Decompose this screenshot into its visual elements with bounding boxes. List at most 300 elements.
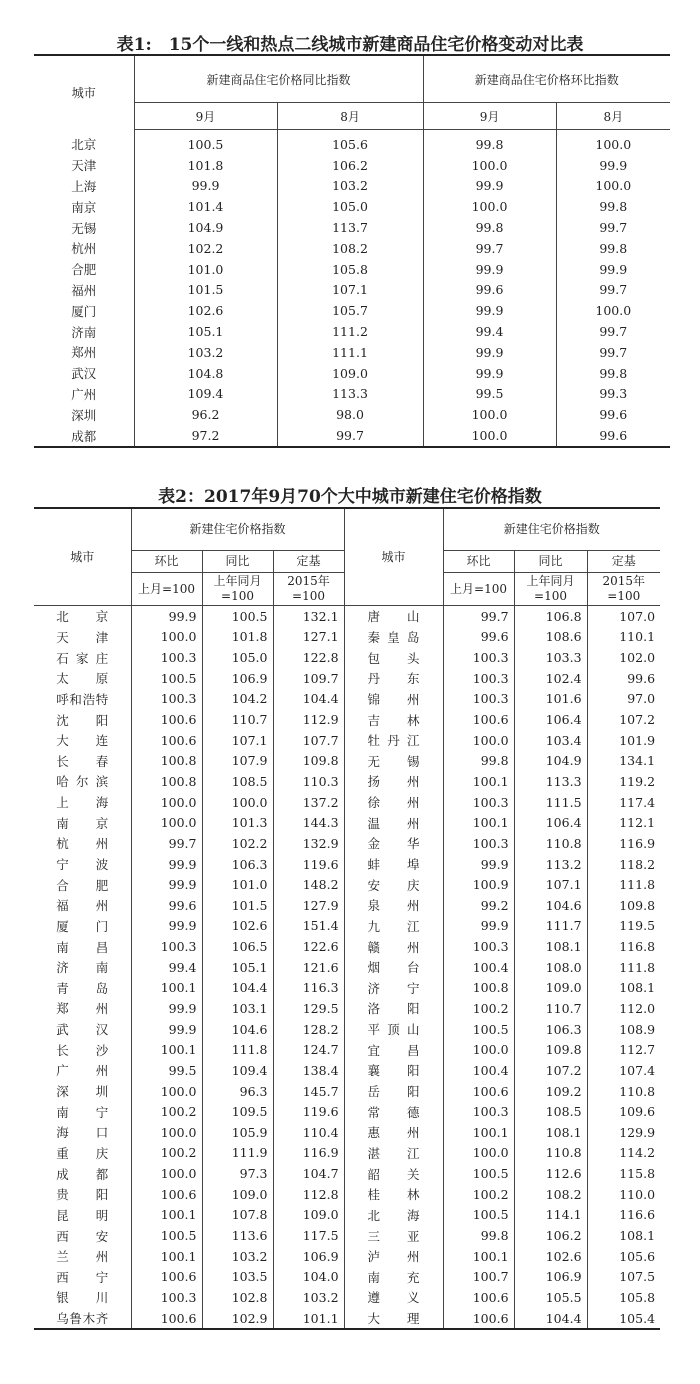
- index-value: 104.4: [273, 689, 344, 710]
- index-value: 110.8: [587, 1081, 660, 1102]
- city-name-cell: [34, 1225, 131, 1246]
- table-row: [34, 238, 670, 259]
- city-name: 武汉: [56, 1022, 109, 1038]
- index-value: 113.3: [277, 384, 423, 405]
- table-row: [34, 1101, 660, 1122]
- city-name: 湛江: [367, 1145, 420, 1161]
- table-row: [34, 404, 670, 425]
- index-value: 99.3: [556, 384, 670, 405]
- city-name-cell: [34, 936, 131, 957]
- city-name: 桂林: [367, 1187, 420, 1203]
- index-value: 107.8: [202, 1205, 273, 1226]
- index-value: 100.6: [443, 1308, 514, 1330]
- index-value: 99.9: [131, 916, 202, 937]
- index-value: 99.9: [134, 176, 277, 197]
- city-name: 韶关: [367, 1166, 420, 1182]
- index-value: 105.1: [134, 321, 277, 342]
- index-value: 112.9: [273, 709, 344, 730]
- table-row: [34, 792, 660, 813]
- index-value: 100.5: [202, 606, 273, 627]
- index-value: 109.8: [514, 1039, 587, 1060]
- city-name-cell: [344, 1019, 443, 1040]
- index-value: 99.8: [556, 196, 670, 217]
- index-value: 99.9: [131, 874, 202, 895]
- index-value: 111.5: [514, 792, 587, 813]
- city-name-cell: [34, 1246, 131, 1267]
- city-name: 天津: [56, 629, 109, 645]
- index-value: 132.9: [273, 833, 344, 854]
- index-value: 100.3: [443, 1101, 514, 1122]
- index-value: 100.0: [131, 792, 202, 813]
- table-row: [34, 300, 670, 321]
- index-value: 114.1: [514, 1205, 587, 1226]
- city-name: 烟台: [367, 960, 420, 976]
- index-value: 102.0: [587, 647, 660, 668]
- index-value: 100.6: [443, 709, 514, 730]
- index-value: 115.8: [587, 1163, 660, 1184]
- city-name: 温州: [367, 815, 420, 831]
- index-value: 145.7: [273, 1081, 344, 1102]
- index-value: 99.6: [423, 280, 556, 301]
- index-value: 101.5: [134, 280, 277, 301]
- index-value: 98.0: [277, 404, 423, 425]
- index-value: 99.9: [423, 342, 556, 363]
- city-name: 西宁: [56, 1269, 109, 1285]
- index-value: 99.9: [423, 300, 556, 321]
- index-value: 100.0: [131, 1081, 202, 1102]
- city-name-cell: [344, 998, 443, 1019]
- index-value: 111.1: [277, 342, 423, 363]
- index-value: 99.8: [556, 238, 670, 259]
- index-value: 100.1: [443, 1246, 514, 1267]
- city-name: 武汉: [71, 366, 97, 382]
- city-name: 扬州: [367, 774, 420, 790]
- month-header: 9月: [423, 103, 556, 130]
- base-note: 上月=100: [131, 573, 202, 606]
- city-name: 成都: [56, 1166, 109, 1182]
- index-value: 100.0: [443, 730, 514, 751]
- index-value: 100.1: [443, 771, 514, 792]
- index-value: 109.6: [587, 1101, 660, 1122]
- index-value: 101.8: [202, 627, 273, 648]
- table1-city-price-comparison: [34, 54, 670, 448]
- index-value: 104.8: [134, 363, 277, 384]
- city-name: 石家庄: [56, 650, 109, 666]
- index-value: 100.2: [131, 1143, 202, 1164]
- city-header: 城市: [34, 508, 131, 606]
- city-name-cell: [344, 606, 443, 627]
- index-value: 99.8: [423, 130, 556, 155]
- index-value: 106.9: [514, 1267, 587, 1288]
- index-value: 100.7: [443, 1267, 514, 1288]
- city-name: 上海: [71, 178, 97, 194]
- index-value: 100.3: [131, 647, 202, 668]
- table2-70-city-price-index: [34, 507, 660, 1330]
- index-value: 105.1: [202, 957, 273, 978]
- table-row: [34, 176, 670, 197]
- city-name: 赣州: [367, 939, 420, 955]
- table-row: [34, 916, 660, 937]
- city-name: 北京: [56, 609, 109, 625]
- table-row: [34, 1060, 660, 1081]
- index-value: 109.0: [514, 978, 587, 999]
- table-row: [34, 709, 660, 730]
- month-header: 8月: [277, 103, 423, 130]
- index-value: 99.9: [423, 176, 556, 197]
- index-value: 118.2: [587, 854, 660, 875]
- index-value: 110.8: [514, 833, 587, 854]
- index-value: 103.5: [202, 1267, 273, 1288]
- index-value: 129.5: [273, 998, 344, 1019]
- index-value: 105.9: [202, 1122, 273, 1143]
- table-row: [34, 874, 660, 895]
- index-value: 127.9: [273, 895, 344, 916]
- table-row: [34, 1205, 660, 1226]
- index-value: 100.5: [443, 1205, 514, 1226]
- index-value: 100.3: [443, 668, 514, 689]
- city-name-cell: [34, 1308, 131, 1330]
- city-name: 泉州: [367, 898, 420, 914]
- index-value: 108.1: [514, 936, 587, 957]
- index-value: 99.5: [131, 1060, 202, 1081]
- table-row: [34, 750, 660, 771]
- city-name-cell: [344, 668, 443, 689]
- index-value: 102.6: [202, 916, 273, 937]
- city-name-cell: [344, 916, 443, 937]
- city-name-cell: [344, 1060, 443, 1081]
- index-value: 100.5: [131, 1225, 202, 1246]
- index-value: 110.7: [202, 709, 273, 730]
- index-value: 104.9: [134, 217, 277, 238]
- city-name: 北海: [367, 1207, 420, 1223]
- index-value: 100.3: [443, 792, 514, 813]
- index-value: 112.8: [273, 1184, 344, 1205]
- city-name-cell: [34, 1267, 131, 1288]
- city-name: 常德: [367, 1104, 420, 1120]
- city-name: 广州: [56, 1063, 109, 1079]
- index-value: 100.6: [131, 1267, 202, 1288]
- index-value: 97.3: [202, 1163, 273, 1184]
- yoy-header: 同比: [202, 551, 273, 573]
- base-note: 上月=100: [443, 573, 514, 606]
- city-name-cell: [34, 957, 131, 978]
- index-value: 100.1: [131, 1246, 202, 1267]
- index-value: 97.2: [134, 425, 277, 447]
- index-value: 99.9: [131, 1019, 202, 1040]
- city-name: 平顶山: [367, 1022, 420, 1038]
- index-value: 100.4: [443, 957, 514, 978]
- city-name-cell: [34, 895, 131, 916]
- index-value: 108.6: [514, 627, 587, 648]
- city-name: 宜昌: [367, 1042, 420, 1058]
- city-name: 惠州: [367, 1125, 420, 1141]
- city-name: 大连: [56, 733, 109, 749]
- city-name: 贵阳: [56, 1187, 109, 1203]
- city-name: 襄阳: [367, 1063, 420, 1079]
- city-name: 兰州: [56, 1249, 109, 1265]
- index-value: 103.4: [514, 730, 587, 751]
- index-value: 111.7: [514, 916, 587, 937]
- index-value: 113.7: [277, 217, 423, 238]
- city-name-cell: [34, 978, 131, 999]
- city-name-cell: [344, 1081, 443, 1102]
- table-row: [34, 217, 670, 238]
- index-value: 102.8: [202, 1287, 273, 1308]
- index-value: 106.2: [277, 155, 423, 176]
- index-value: 99.6: [556, 404, 670, 425]
- table-row: [34, 1225, 660, 1246]
- table-row: [34, 1143, 660, 1164]
- index-value: 110.8: [514, 1143, 587, 1164]
- index-value: 105.0: [202, 647, 273, 668]
- city-name-cell: [344, 1039, 443, 1060]
- index-value: 101.5: [202, 895, 273, 916]
- index-value: 100.8: [443, 978, 514, 999]
- table-row: [34, 978, 660, 999]
- index-value: 100.3: [443, 689, 514, 710]
- city-name-cell: [344, 957, 443, 978]
- index-value: 151.4: [273, 916, 344, 937]
- base-note: 2015年=100: [587, 573, 660, 606]
- city-name-cell: [34, 1143, 131, 1164]
- city-name: 北京: [71, 137, 97, 153]
- index-value: 109.0: [277, 363, 423, 384]
- index-value: 106.4: [514, 812, 587, 833]
- table-row: [34, 1163, 660, 1184]
- city-name: 锦州: [367, 691, 420, 707]
- index-value: 117.5: [273, 1225, 344, 1246]
- index-value: 99.8: [443, 1225, 514, 1246]
- city-name: 海口: [56, 1125, 109, 1141]
- index-value: 110.7: [514, 998, 587, 1019]
- city-header: 城市: [344, 508, 443, 606]
- index-value: 100.6: [131, 709, 202, 730]
- city-name-cell: [34, 1039, 131, 1060]
- table-row: [34, 647, 660, 668]
- index-value: 105.6: [587, 1246, 660, 1267]
- city-name-cell: [34, 1060, 131, 1081]
- index-value: 112.0: [587, 998, 660, 1019]
- index-value: 108.5: [202, 771, 273, 792]
- city-name: 九江: [367, 918, 420, 934]
- base-note: 上年同月=100: [202, 573, 273, 606]
- index-value: 119.2: [587, 771, 660, 792]
- index-value: 104.2: [202, 689, 273, 710]
- city-name-cell: [344, 730, 443, 751]
- index-value: 100.1: [443, 812, 514, 833]
- index-value: 138.4: [273, 1060, 344, 1081]
- index-value: 109.4: [202, 1060, 273, 1081]
- city-name-cell: [344, 750, 443, 771]
- index-value: 101.9: [587, 730, 660, 751]
- city-name-cell: [344, 1122, 443, 1143]
- month-header: 9月: [134, 103, 277, 130]
- city-name-cell: [344, 812, 443, 833]
- table-row: [34, 155, 670, 176]
- table-row: [34, 384, 670, 405]
- city-header: 城市: [71, 86, 96, 101]
- city-name: 洛阳: [367, 1001, 420, 1017]
- city-name: 南宁: [56, 1104, 109, 1120]
- index-value: 109.0: [202, 1184, 273, 1205]
- city-name-cell: [34, 709, 131, 730]
- city-name-cell: [34, 668, 131, 689]
- index-value: 100.6: [131, 730, 202, 751]
- city-name: 乌鲁木齐: [56, 1311, 109, 1327]
- index-value: 100.3: [131, 936, 202, 957]
- index-value: 99.2: [443, 895, 514, 916]
- city-name: 杭州: [71, 241, 97, 257]
- index-value: 99.7: [556, 217, 670, 238]
- index-value: 117.4: [587, 792, 660, 813]
- index-value: 100.0: [423, 425, 556, 447]
- index-value: 100.2: [131, 1101, 202, 1122]
- index-value: 111.8: [587, 874, 660, 895]
- table-row: [34, 280, 670, 301]
- index-value: 100.0: [131, 1163, 202, 1184]
- city-name: 成都: [71, 428, 97, 444]
- index-value: 116.6: [587, 1205, 660, 1226]
- table-row: [34, 1287, 660, 1308]
- index-value: 109.7: [273, 668, 344, 689]
- index-value: 100.8: [131, 750, 202, 771]
- city-name-cell: [34, 627, 131, 648]
- index-value: 102.2: [202, 833, 273, 854]
- city-name: 徐州: [367, 795, 420, 811]
- city-name: 太原: [56, 671, 109, 687]
- index-value: 99.9: [131, 854, 202, 875]
- city-name-cell: [34, 874, 131, 895]
- index-value: 100.0: [556, 130, 670, 155]
- index-value: 107.2: [514, 1060, 587, 1081]
- city-name: 唐山: [367, 609, 420, 625]
- city-name: 呼和浩特: [56, 691, 109, 707]
- index-value: 108.9: [587, 1019, 660, 1040]
- index-value: 107.9: [202, 750, 273, 771]
- month-header: 8月: [556, 103, 670, 130]
- index-value: 99.9: [443, 854, 514, 875]
- index-value: 112.1: [587, 812, 660, 833]
- index-value: 107.5: [587, 1267, 660, 1288]
- index-value: 116.9: [273, 1143, 344, 1164]
- index-value: 104.4: [514, 1308, 587, 1330]
- table-row: [34, 1308, 660, 1330]
- index-value: 108.2: [514, 1184, 587, 1205]
- city-name: 秦皇岛: [367, 629, 420, 645]
- city-name: 安庆: [367, 877, 420, 893]
- index-value: 111.8: [587, 957, 660, 978]
- city-name-cell: [34, 730, 131, 751]
- index-value: 100.3: [443, 833, 514, 854]
- index-value: 116.3: [273, 978, 344, 999]
- city-name-cell: [34, 1122, 131, 1143]
- table2-title: 表2：2017年9月70个大中城市新建住宅价格指数: [158, 487, 542, 507]
- index-value: 100.4: [443, 1060, 514, 1081]
- city-name-cell: [344, 1205, 443, 1226]
- index-value: 100.0: [443, 1039, 514, 1060]
- table-row: [34, 363, 670, 384]
- city-name: 哈尔滨: [56, 774, 109, 790]
- city-name-cell: [34, 833, 131, 854]
- city-name-cell: [344, 874, 443, 895]
- index-value: 107.1: [202, 730, 273, 751]
- city-name-cell: [34, 916, 131, 937]
- index-value: 99.7: [131, 833, 202, 854]
- index-value: 99.9: [131, 998, 202, 1019]
- city-name: 昆明: [56, 1207, 109, 1223]
- index-value: 132.1: [273, 606, 344, 627]
- yoy-header: 同比: [514, 551, 587, 573]
- city-name: 长春: [56, 753, 109, 769]
- city-name: 上海: [56, 795, 109, 811]
- index-value: 100.0: [131, 812, 202, 833]
- index-value: 99.6: [556, 425, 670, 447]
- index-value: 109.2: [514, 1081, 587, 1102]
- index-value: 105.4: [587, 1308, 660, 1330]
- index-value: 134.1: [587, 750, 660, 771]
- city-name: 南京: [56, 815, 109, 831]
- index-value: 100.6: [443, 1081, 514, 1102]
- index-value: 100.1: [443, 1122, 514, 1143]
- index-value: 99.4: [423, 321, 556, 342]
- index-value: 109.0: [273, 1205, 344, 1226]
- index-value: 124.7: [273, 1039, 344, 1060]
- index-value: 113.6: [202, 1225, 273, 1246]
- city-name: 福州: [71, 282, 97, 298]
- index-value: 99.7: [423, 238, 556, 259]
- city-name: 西安: [56, 1228, 109, 1244]
- index-value: 99.8: [556, 363, 670, 384]
- index-value: 106.4: [514, 709, 587, 730]
- table-row: [34, 1122, 660, 1143]
- index-value: 106.5: [202, 936, 273, 957]
- table-row: [34, 1246, 660, 1267]
- city-name: 大理: [367, 1311, 420, 1327]
- city-name: 郑州: [56, 1001, 109, 1017]
- index-value: 114.2: [587, 1143, 660, 1164]
- index-value: 119.6: [273, 854, 344, 875]
- index-value: 106.9: [202, 668, 273, 689]
- index-value: 108.1: [587, 978, 660, 999]
- index-value: 110.1: [587, 627, 660, 648]
- index-value: 101.0: [202, 874, 273, 895]
- index-value: 107.1: [514, 874, 587, 895]
- table-row: [34, 998, 660, 1019]
- index-value: 105.5: [514, 1287, 587, 1308]
- index-value: 106.3: [514, 1019, 587, 1040]
- city-name-cell: [344, 895, 443, 916]
- city-name-cell: [34, 998, 131, 1019]
- mom-header: 环比: [131, 551, 202, 573]
- table-row: [34, 730, 660, 751]
- index-value: 116.9: [587, 833, 660, 854]
- city-name: 无锡: [367, 753, 420, 769]
- table-row: [34, 130, 670, 155]
- table-row: [34, 606, 660, 627]
- city-name: 蚌埠: [367, 857, 420, 872]
- table-row: [34, 1267, 660, 1288]
- index-value: 100.0: [556, 300, 670, 321]
- city-name-cell: [344, 1143, 443, 1164]
- index-group-header: 新建住宅价格指数: [131, 508, 344, 551]
- table-row: [34, 342, 670, 363]
- city-name-cell: [344, 647, 443, 668]
- index-value: 102.6: [514, 1246, 587, 1267]
- index-value: 101.3: [202, 812, 273, 833]
- city-name: 岳阳: [367, 1084, 420, 1100]
- city-name-cell: [344, 792, 443, 813]
- index-value: 96.2: [134, 404, 277, 425]
